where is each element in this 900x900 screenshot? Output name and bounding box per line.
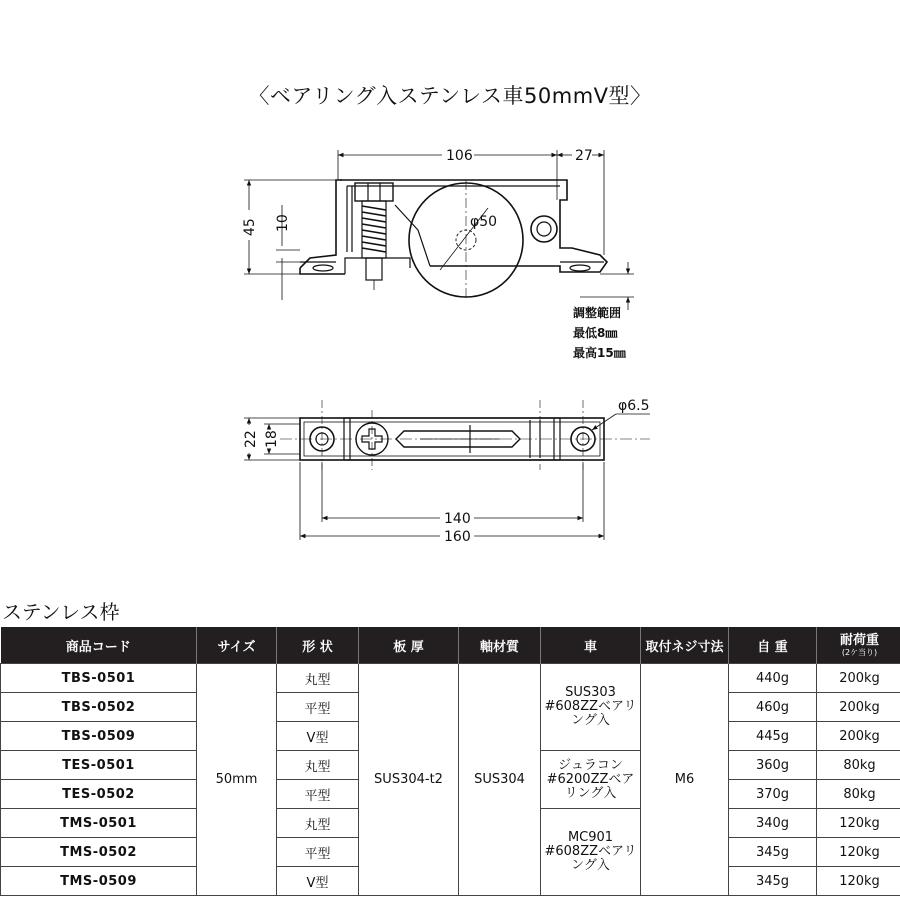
cell-weight: 445g	[729, 722, 817, 751]
cell-shape: 丸型	[277, 809, 359, 838]
adjustment-range-note	[573, 303, 626, 363]
cell-load: 200kg	[817, 722, 900, 751]
cell-weight: 345g	[729, 838, 817, 867]
note-line: 調整範囲	[573, 306, 622, 320]
cell-code: TBS-0509	[1, 722, 197, 751]
note-line: 最高15㎜	[573, 346, 626, 360]
cell-shaft: SUS304	[459, 664, 541, 896]
dim-phi6-5: φ6.5	[618, 398, 650, 414]
cell-weight: 440g	[729, 664, 817, 693]
header-load	[817, 627, 900, 664]
dim-18: 18	[264, 430, 280, 448]
cell-load: 120kg	[817, 838, 900, 867]
cell-thickness: SUS304-t2	[359, 664, 459, 896]
table-row	[1, 664, 900, 693]
section-label: ステンレス枠	[2, 600, 120, 624]
cell-size: 50mm	[197, 664, 277, 896]
dim-27: 27	[575, 148, 593, 164]
dim-22: 22	[243, 430, 259, 448]
header-load-main: 耐荷重	[839, 633, 879, 648]
cell-shape: 丸型	[277, 751, 359, 780]
header-shaft: 軸材質	[459, 627, 541, 664]
cell-load: 200kg	[817, 693, 900, 722]
table-header-row	[1, 627, 900, 664]
dim-45: 45	[242, 218, 258, 236]
cell-weight: 340g	[729, 809, 817, 838]
cell-wheel	[541, 751, 641, 809]
cell-code: TMS-0502	[1, 838, 197, 867]
cell-shape: 平型	[277, 838, 359, 867]
cell-wheel	[541, 809, 641, 896]
cell-load: 120kg	[817, 867, 900, 896]
cell-code: TMS-0509	[1, 867, 197, 896]
cell-load: 200kg	[817, 664, 900, 693]
note-line: 最低8㎜	[573, 326, 618, 340]
cell-code: TES-0502	[1, 780, 197, 809]
header-shape: 形 状	[277, 627, 359, 664]
cell-weight: 360g	[729, 751, 817, 780]
wheel-line: MC901	[567, 830, 614, 845]
cell-code: TES-0501	[1, 751, 197, 780]
dim-160: 160	[444, 529, 471, 545]
header-wheel: 車	[541, 627, 641, 664]
cell-weight: 345g	[729, 867, 817, 896]
wheel-line: ジュラコン	[558, 757, 623, 773]
wheel-line: SUS303	[565, 685, 616, 700]
cell-shape: 丸型	[277, 664, 359, 693]
cell-code: TBS-0501	[1, 664, 197, 693]
cell-load: 80kg	[817, 751, 900, 780]
dim-phi50: φ50	[470, 214, 498, 230]
front-view	[244, 150, 634, 310]
top-view-dimensions	[243, 398, 650, 545]
header-thickness: 板 厚	[359, 627, 459, 664]
cell-wheel	[541, 664, 641, 751]
wheel-line: #608ZZベアリング入	[544, 699, 637, 728]
cell-shape: 平型	[277, 693, 359, 722]
header-load-sub: (2ケ当り)	[841, 648, 878, 657]
dim-106: 106	[446, 148, 473, 164]
cell-code: TBS-0502	[1, 693, 197, 722]
cell-weight: 370g	[729, 780, 817, 809]
dim-10: 10	[275, 214, 291, 232]
cell-screw: M6	[641, 664, 729, 896]
cell-weight: 460g	[729, 693, 817, 722]
dim-140: 140	[444, 511, 471, 527]
page-title: 〈ベアリング入ステンレス車50mmV型〉	[248, 84, 652, 108]
header-weight: 自 重	[729, 627, 817, 664]
cell-load: 120kg	[817, 809, 900, 838]
header-code: 商品コード	[1, 627, 197, 664]
header-size: サイズ	[197, 627, 277, 664]
cell-shape: V型	[277, 722, 359, 751]
cell-shape: V型	[277, 867, 359, 896]
cell-code: TMS-0501	[1, 809, 197, 838]
cell-load: 80kg	[817, 780, 900, 809]
header-screw: 取付ネジ寸法	[641, 627, 729, 664]
wheel-line: #6200ZZベアリング入	[546, 771, 635, 801]
spec-table	[0, 627, 900, 896]
cell-shape: 平型	[277, 780, 359, 809]
wheel-line: #608ZZベアリング入	[544, 844, 637, 873]
